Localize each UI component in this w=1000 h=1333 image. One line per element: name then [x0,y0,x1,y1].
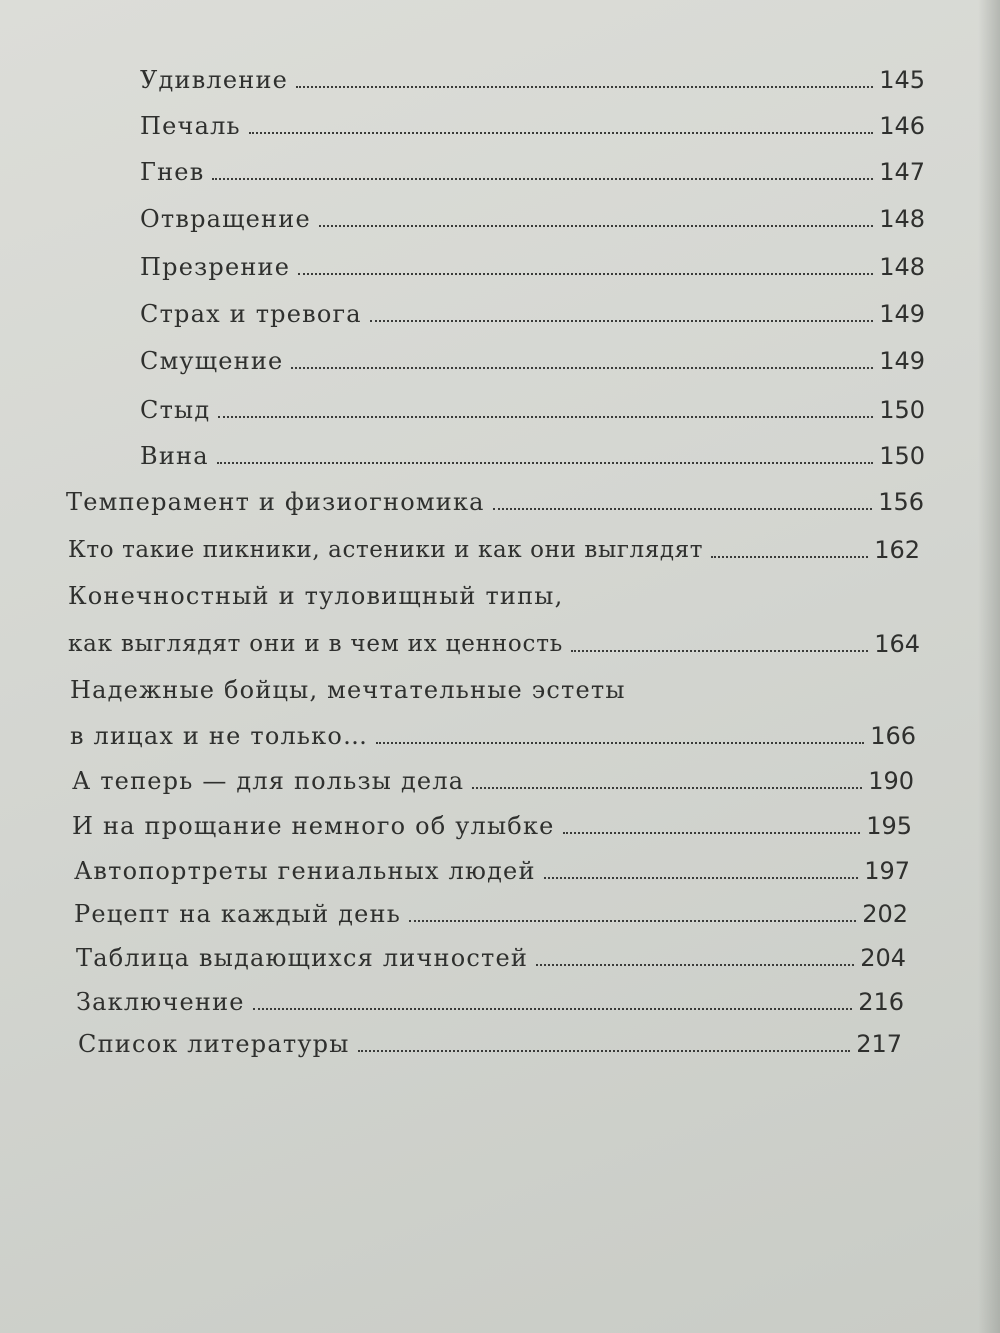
toc-entry [140,396,925,424]
toc-entry-page: 164 [874,630,920,658]
dot-leader [249,132,873,134]
toc-entry-title: А теперь — для пользы дела [72,767,465,795]
toc-entry-title: Гнев [140,158,205,186]
toc-entry [140,253,925,281]
toc-entry-page: 202 [862,900,908,928]
dot-leader [563,832,861,834]
toc-entry-page: 195 [866,812,912,840]
dot-leader [376,742,864,744]
toc-entry [68,630,920,658]
toc-entry [74,900,908,928]
dot-leader [218,416,873,418]
toc-entry-title: Печаль [140,112,241,140]
toc-entry-title: Удивление [140,66,289,94]
toc-entry-title: Темперамент и физиогномика [66,488,485,516]
toc-entry [70,722,916,750]
toc-entry [140,300,925,328]
dot-leader [291,367,873,369]
toc-entry-title-first-line: Надежные бойцы, мечтательные эстеты [70,676,626,704]
toc-entry-title: Автопортреты гениальных людей [74,857,536,885]
toc-entry [74,857,910,885]
toc-entry-title: Смущение [140,347,284,375]
dot-leader [370,320,873,322]
toc-entry-title: Отвращение [140,205,311,233]
toc-entry-title: Заключение [76,988,245,1016]
dot-leader [571,650,868,652]
toc-entry-page: 148 [879,205,925,233]
toc-entry-title: Страх и тревога [140,300,362,328]
toc-entry [72,812,912,840]
toc-entry-page: 147 [879,158,925,186]
dot-leader [319,225,873,227]
toc-entry [140,66,925,94]
toc-entry [140,442,925,470]
toc-entry-title: как выглядят они и в чем их ценность [68,631,564,657]
toc-entry-title: Таблица выдающихся личностей [76,944,529,972]
toc-entry-title: Стыд [140,396,211,424]
dot-leader [711,556,868,558]
toc-entry [68,536,920,564]
toc-entry-page: 190 [868,767,914,795]
toc-entry-page: 146 [879,112,925,140]
toc-entry [72,767,914,795]
dot-leader [472,787,862,789]
toc-entry-page: 162 [874,536,920,564]
toc-entry-title: в лицах и не только… [70,722,369,750]
toc-entry [140,158,925,186]
page-edge-shadow [978,0,1000,1333]
toc-entry-page: 148 [879,253,925,281]
toc-entry-title-first-line: Конечностный и туловищный типы, [68,582,564,610]
toc-entry [140,205,925,233]
toc-entry [76,944,906,972]
dot-leader [536,964,854,966]
dot-leader [493,508,873,510]
toc-entry-page: 166 [870,722,916,750]
toc-entry-page: 150 [879,396,925,424]
toc-entry [66,488,924,516]
toc-entry-page: 216 [858,988,904,1016]
toc-entry [76,988,904,1016]
toc-entry [140,112,925,140]
toc-entry [78,1030,902,1058]
dot-leader [217,462,873,464]
dot-leader [296,86,873,88]
toc-entry-page: 150 [879,442,925,470]
toc-entry [140,347,925,375]
toc-entry-page: 217 [856,1030,902,1058]
toc-entry-page: 149 [879,347,925,375]
dot-leader [409,920,856,922]
toc-entry-title: Рецепт на каждый день [74,900,401,928]
toc-entry-page: 204 [860,944,906,972]
toc-entry-page: 149 [879,300,925,328]
toc-entry-title: Презрение [140,253,291,281]
toc-entry-title: Вина [140,442,209,470]
dot-leader [212,178,873,180]
dot-leader [253,1008,853,1010]
dot-leader [358,1050,851,1052]
toc-entry-page: 197 [864,857,910,885]
toc-entry-title: Список литературы [78,1030,350,1058]
toc-entry-page: 156 [878,488,924,516]
toc-entry-page: 145 [879,66,925,94]
dot-leader [298,273,873,275]
toc-entry-title: И на прощание немного об улыбке [72,812,555,840]
dot-leader [544,877,859,879]
toc-entry-title: Кто такие пикники, астеники и как они выглядят [68,537,704,563]
